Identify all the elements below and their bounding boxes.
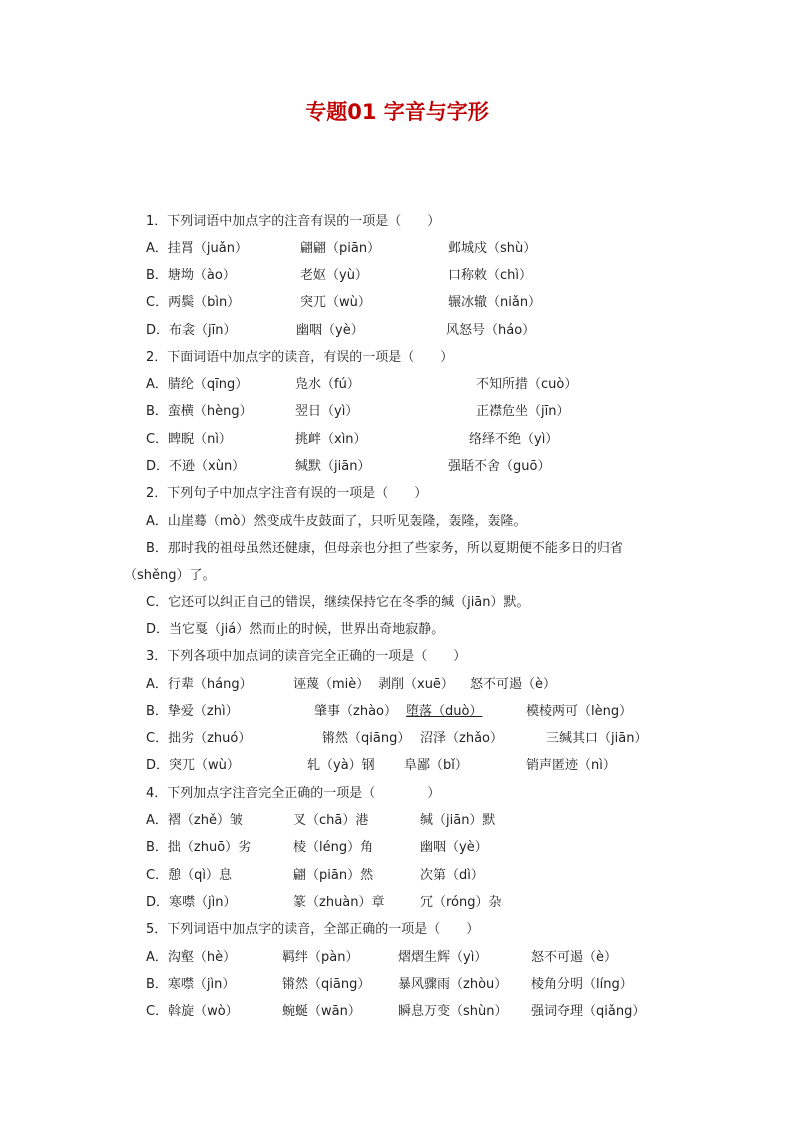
- option-item: 幽咽（yè）: [420, 840, 488, 855]
- option-item: C．拙劣（zhuó）: [146, 731, 252, 746]
- option-item: B．塘坳（ào）: [146, 268, 236, 283]
- option-item: 熠熠生辉（yì）: [398, 950, 488, 965]
- page-title: 专题01 字音与字形: [305, 100, 489, 124]
- option-item: 翩翩（piān）: [300, 241, 381, 256]
- option-item: 怒不可遏（è）: [531, 950, 617, 965]
- option-item: C．两鬓（bìn）: [146, 295, 241, 310]
- option-item: 锵然（qiāng）: [282, 977, 371, 992]
- option-item: 三缄其口（jiān）: [546, 731, 648, 746]
- option-item: 怒不可遏（è）: [470, 677, 556, 692]
- option-item: 络绎不绝（yì）: [469, 432, 559, 447]
- option-item: 挑衅（xìn）: [295, 432, 367, 447]
- option-item: A．行辈（háng）: [146, 677, 253, 692]
- question-text: 3．下列各项中加点词的读音完全正确的一项是（ ）: [146, 649, 467, 664]
- option-item: 篆（zhuàn）章: [293, 895, 385, 910]
- option-item: D．布衾（jīn）: [146, 323, 237, 338]
- option-item: C．憩（qì）息: [146, 868, 232, 883]
- option-item: 幽咽（yè）: [296, 323, 364, 338]
- option-item: 缄（jiān）默: [420, 813, 496, 828]
- option-item: 模棱两可（lèng）: [526, 704, 633, 719]
- option-item: 辗冰辙（niǎn）: [448, 295, 542, 310]
- option-item: B．寒噤（jìn）: [146, 977, 236, 992]
- option-item: B．蛮横（hèng）: [146, 404, 253, 419]
- option-item: 邺城戍（shù）: [448, 241, 537, 256]
- option-item: 沼泽（zhǎo）: [420, 731, 503, 746]
- option-item: 轧（yà）钢: [307, 758, 375, 773]
- option-item: A．挂罥（juǎn）: [146, 241, 248, 256]
- option-item: 诬蔑（miè）: [293, 677, 370, 692]
- option-item: 羁绊（pàn）: [282, 950, 359, 965]
- option-item: B．拙（zhuō）劣: [146, 840, 252, 855]
- option-item: C．斡旋（wò）: [146, 1004, 239, 1019]
- question-text: C．它还可以纠正自己的错误，继续保持它在冬季的缄（jiān）默。: [146, 595, 530, 610]
- option-item: 冗（róng）杂: [420, 895, 502, 910]
- option-item: 凫水（fú）: [295, 377, 360, 392]
- question-text: 5．下列词语中加点字的读音，全部正确的一项是（ ）: [146, 922, 480, 937]
- option-item: 剥削（xuē）: [378, 677, 454, 692]
- option-item: 堕落（duò）: [406, 704, 483, 719]
- option-item: 销声匿迹（nì）: [526, 758, 616, 773]
- option-item: 不知所措（cuò）: [476, 377, 578, 392]
- option-item: 老妪（yù）: [300, 268, 368, 283]
- option-item: 翩（piān）然: [293, 868, 374, 883]
- option-item: 阜鄙（bǐ）: [404, 758, 468, 773]
- option-item: 蜿蜒（wān）: [282, 1004, 361, 1019]
- option-item: A．沟壑（hè）: [146, 950, 237, 965]
- option-item: 锵然（qiāng）: [322, 731, 411, 746]
- question-text: A．山崖蓦（mò）然变成牛皮鼓面了，只听见轰隆，轰隆，轰隆。: [146, 514, 527, 529]
- question-text: 2．下列句子中加点字注音有误的一项是（ ）: [146, 486, 428, 501]
- question-text: 2．下面词语中加点字的读音，有误的一项是（ ）: [146, 350, 454, 365]
- option-item: 风怒号（háo）: [446, 323, 536, 338]
- option-item: A．褶（zhě）皱: [146, 813, 243, 828]
- option-item: 次第（dì）: [420, 868, 484, 883]
- question-text: 4．下列加点字注音完全正确的一项是（ ）: [146, 786, 441, 801]
- wrapped-text: （shěng）了。: [124, 568, 216, 583]
- option-item: 肇事（zhào）: [314, 704, 397, 719]
- option-item: 棱（léng）角: [293, 840, 374, 855]
- question-text: 1．下列词语中加点字的注音有误的一项是（ ）: [146, 214, 441, 229]
- option-item: D．突兀（wù）: [146, 758, 240, 773]
- option-item: D．不逊（xùn）: [146, 459, 246, 474]
- option-item: C．睥睨（nì）: [146, 432, 232, 447]
- option-item: 暴风骤雨（zhòu）: [398, 977, 508, 992]
- option-item: B．挚爱（zhì）: [146, 704, 239, 719]
- option-item: 口称敕（chì）: [448, 268, 532, 283]
- option-item: A．腈纶（qīng）: [146, 377, 249, 392]
- option-item: 棱角分明（líng）: [531, 977, 633, 992]
- option-item: 正襟危坐（jīn）: [476, 404, 570, 419]
- question-text: D．当它戛（jiá）然而止的时候，世界出奇地寂静。: [146, 622, 445, 637]
- option-item: 叉（chā）港: [293, 813, 369, 828]
- option-item: 翌日（yì）: [295, 404, 359, 419]
- option-item: 强聒不舍（guō）: [448, 459, 551, 474]
- option-item: 突兀（wù）: [300, 295, 371, 310]
- option-item: D．寒噤（jìn）: [146, 895, 237, 910]
- option-item: 瞬息万变（shùn）: [398, 1004, 508, 1019]
- option-item: 强词夺理（qiǎng）: [531, 1004, 646, 1019]
- question-text: B．那时我的祖母虽然还健康，但母亲也分担了些家务，所以夏期便不能多日的归省: [146, 541, 623, 556]
- option-item: 缄默（jiān）: [295, 459, 371, 474]
